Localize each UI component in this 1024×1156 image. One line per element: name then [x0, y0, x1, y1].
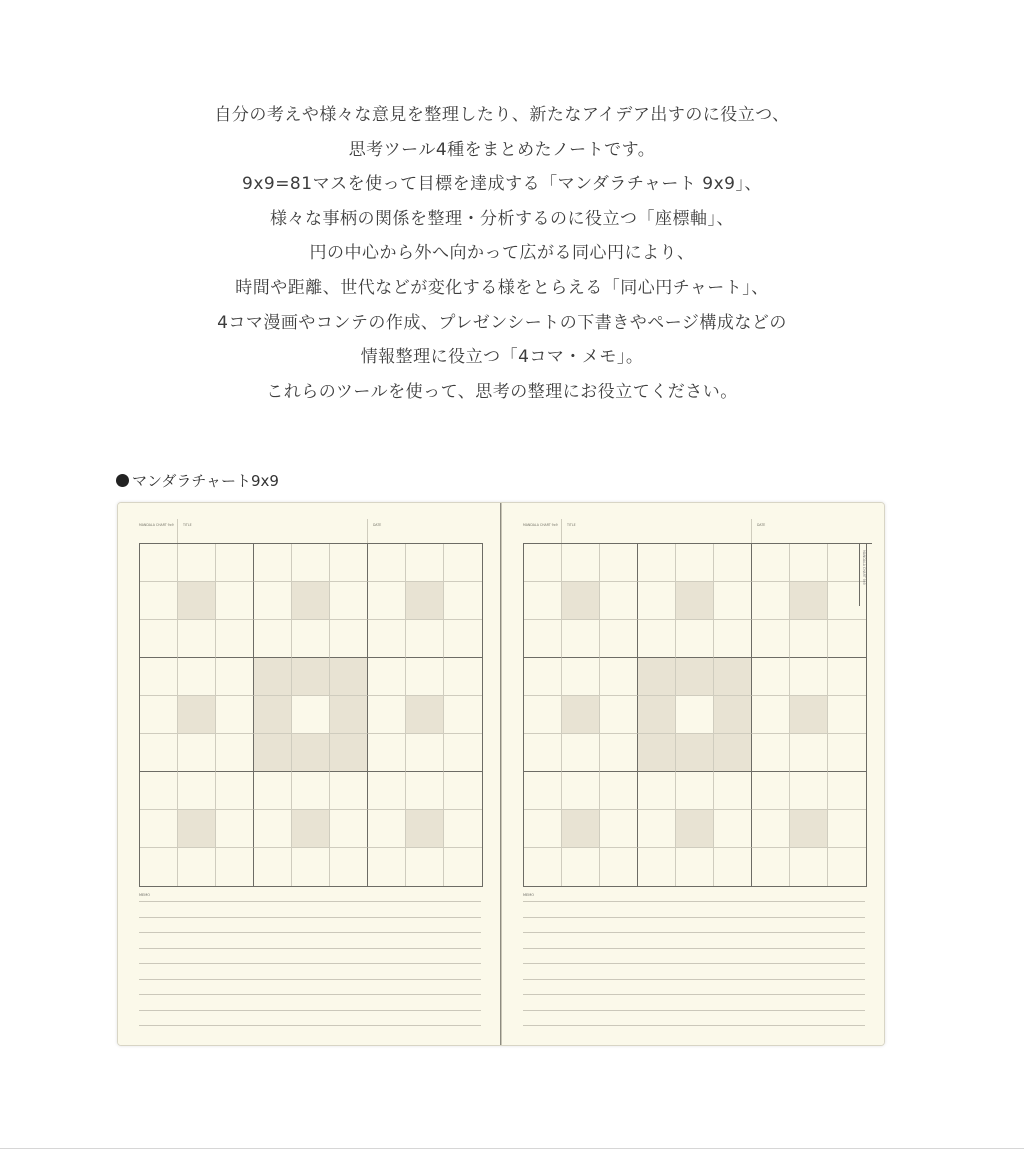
mandala-cell[interactable]: [216, 582, 254, 620]
mandala-cell[interactable]: [330, 620, 368, 658]
mandala-cell[interactable]: [178, 848, 216, 886]
mandala-cell[interactable]: [524, 734, 562, 772]
mandala-cell[interactable]: [254, 848, 292, 886]
memo-label: MEMO: [523, 893, 535, 897]
header-divider: [367, 519, 368, 543]
mandala-cell[interactable]: [140, 658, 178, 696]
mandala-cell[interactable]: [444, 658, 482, 696]
mandala-cell[interactable]: [790, 620, 828, 658]
mandala-cell[interactable]: [254, 620, 292, 658]
mandala-cell[interactable]: [752, 696, 790, 734]
header-divider: [751, 519, 752, 543]
mandala-cell[interactable]: [752, 810, 790, 848]
mandala-cell[interactable]: [562, 582, 600, 620]
mandala-cell[interactable]: [330, 544, 368, 582]
mandala-cell[interactable]: [140, 696, 178, 734]
mandala-cell[interactable]: [562, 620, 600, 658]
intro-line: 円の中心から外へ向かって広がる同心円により、: [309, 243, 695, 264]
mandala-cell[interactable]: [828, 734, 866, 772]
mandala-cell[interactable]: [752, 772, 790, 810]
mandala-cell[interactable]: [216, 848, 254, 886]
mandala-cell[interactable]: [444, 810, 482, 848]
mandala-cell[interactable]: [140, 810, 178, 848]
header-title-label: TITLE: [567, 523, 576, 527]
mandala-cell[interactable]: [600, 734, 638, 772]
intro-line: 4コマ漫画やコンテの作成、プレゼンシートの下書きやページ構成などの: [217, 312, 787, 333]
mandala-cell[interactable]: [216, 734, 254, 772]
mandala-cell[interactable]: [444, 696, 482, 734]
mandala-cell[interactable]: [368, 772, 406, 810]
memo-line[interactable]: [139, 948, 481, 949]
mandala-cell[interactable]: [638, 696, 676, 734]
mandala-cell[interactable]: [178, 582, 216, 620]
mandala-cell[interactable]: [178, 810, 216, 848]
mandala-cell[interactable]: [140, 848, 178, 886]
mandala-cell[interactable]: [406, 810, 444, 848]
mandala-cell[interactable]: [406, 772, 444, 810]
mandala-cell[interactable]: [600, 810, 638, 848]
mandala-cell[interactable]: [524, 772, 562, 810]
section-heading-text: マンダラチャート9x9: [132, 472, 279, 490]
mandala-cell[interactable]: [790, 772, 828, 810]
mandala-cell[interactable]: [828, 658, 866, 696]
mandala-cell[interactable]: [330, 582, 368, 620]
mandala-cell[interactable]: [406, 620, 444, 658]
memo-line[interactable]: [139, 1025, 481, 1026]
mandala-cell[interactable]: [292, 544, 330, 582]
memo-line[interactable]: [139, 963, 481, 964]
mandala-cell[interactable]: [178, 772, 216, 810]
mandala-cell[interactable]: [524, 810, 562, 848]
intro-line: 時間や距離、世代などが変化する様をとらえる「同心円チャート」、: [235, 277, 769, 298]
mandala-cell[interactable]: [292, 658, 330, 696]
mandala-cell[interactable]: [330, 734, 368, 772]
mandala-cell[interactable]: [828, 772, 866, 810]
mandala-cell[interactable]: [254, 658, 292, 696]
mandala-cell[interactable]: [676, 696, 714, 734]
mandala-cell[interactable]: [216, 772, 254, 810]
mandala-cell[interactable]: [676, 544, 714, 582]
mandala-cell[interactable]: [524, 696, 562, 734]
mandala-cell[interactable]: [368, 696, 406, 734]
mandala-cell[interactable]: [330, 772, 368, 810]
intro-line: これらのツールを使って、思考の整理にお役立てください。: [266, 381, 738, 402]
header-date-label: DATE: [373, 523, 382, 527]
mandala-cell[interactable]: [178, 696, 216, 734]
header-divider: [561, 519, 562, 543]
intro-text: [0, 98, 1004, 409]
mandala-cell[interactable]: [562, 544, 600, 582]
mandala-cell[interactable]: [714, 772, 752, 810]
mandala-cell[interactable]: [828, 810, 866, 848]
notebook-spread: [117, 502, 885, 1046]
mandala-cell[interactable]: [368, 582, 406, 620]
mandala-cell[interactable]: [368, 810, 406, 848]
mandala-cell[interactable]: [216, 810, 254, 848]
mandala-grid: [139, 543, 483, 887]
mandala-cell[interactable]: [638, 582, 676, 620]
mandala-cell[interactable]: [406, 848, 444, 886]
mandala-cell[interactable]: [752, 734, 790, 772]
memo-label: MEMO: [139, 893, 151, 897]
memo-line[interactable]: [139, 932, 481, 933]
mandala-cell[interactable]: [292, 734, 330, 772]
mandala-cell[interactable]: [714, 544, 752, 582]
intro-line: 自分の考えや様々な意見を整理したり、新たなアイデア出すのに役立つ、: [214, 105, 790, 125]
mandala-cell[interactable]: [828, 696, 866, 734]
mandala-cell[interactable]: [752, 848, 790, 886]
mandala-cell[interactable]: [676, 848, 714, 886]
mandala-cell[interactable]: [330, 848, 368, 886]
mandala-cell[interactable]: [600, 544, 638, 582]
mandala-cell[interactable]: [140, 734, 178, 772]
memo-line[interactable]: [523, 994, 865, 995]
memo-line[interactable]: [139, 917, 481, 918]
section-heading: [116, 470, 279, 491]
mandala-cell[interactable]: [254, 696, 292, 734]
mandala-cell[interactable]: [178, 734, 216, 772]
header-brand: MANDALA CHART 9x9: [523, 523, 558, 527]
memo-line[interactable]: [523, 979, 865, 980]
mandala-cell[interactable]: [714, 582, 752, 620]
mandala-cell[interactable]: [524, 544, 562, 582]
side-index-tab: [859, 543, 872, 606]
mandala-cell[interactable]: [292, 696, 330, 734]
mandala-cell[interactable]: [676, 810, 714, 848]
memo-line[interactable]: [139, 901, 481, 902]
mandala-cell[interactable]: [752, 582, 790, 620]
mandala-cell[interactable]: [790, 658, 828, 696]
memo-line[interactable]: [139, 994, 481, 995]
mandala-cell[interactable]: [444, 544, 482, 582]
mandala-cell[interactable]: [600, 582, 638, 620]
mandala-cell[interactable]: [600, 772, 638, 810]
mandala-cell[interactable]: [790, 810, 828, 848]
mandala-cell[interactable]: [562, 658, 600, 696]
header-divider: [177, 519, 178, 543]
intro-line: 9x9=81マスを使って目標を達成する「マンダラチャート 9x9」、: [242, 174, 762, 195]
mandala-cell[interactable]: [254, 772, 292, 810]
mandala-cell[interactable]: [676, 772, 714, 810]
mandala-cell[interactable]: [714, 810, 752, 848]
mandala-cell[interactable]: [524, 620, 562, 658]
mandala-cell[interactable]: [562, 848, 600, 886]
side-index-tab-label: MANDALA CHART 9x9: [862, 550, 866, 585]
mandala-cell[interactable]: [254, 810, 292, 848]
mandala-cell[interactable]: [444, 848, 482, 886]
memo-line[interactable]: [139, 1010, 481, 1011]
mandala-cell[interactable]: [676, 582, 714, 620]
mandala-cell[interactable]: [178, 658, 216, 696]
mandala-cell[interactable]: [254, 734, 292, 772]
mandala-cell[interactable]: [790, 544, 828, 582]
mandala-cell[interactable]: [330, 810, 368, 848]
mandala-cell[interactable]: [752, 544, 790, 582]
notebook-page-right: [501, 503, 884, 1045]
mandala-cell[interactable]: [524, 848, 562, 886]
mandala-cell[interactable]: [292, 620, 330, 658]
mandala-cell[interactable]: [638, 734, 676, 772]
mandala-cell[interactable]: [292, 810, 330, 848]
mandala-cell[interactable]: [562, 810, 600, 848]
mandala-cell[interactable]: [368, 544, 406, 582]
mandala-cell[interactable]: [140, 620, 178, 658]
mandala-cell[interactable]: [216, 544, 254, 582]
mandala-cell[interactable]: [444, 620, 482, 658]
mandala-cell[interactable]: [406, 658, 444, 696]
mandala-cell[interactable]: [444, 734, 482, 772]
intro-line: 様々な事柄の関係を整理・分析するのに役立つ「座標軸」、: [270, 208, 734, 229]
mandala-cell[interactable]: [140, 772, 178, 810]
mandala-cell[interactable]: [368, 620, 406, 658]
header-title-label: TITLE: [183, 523, 192, 527]
mandala-cell[interactable]: [524, 582, 562, 620]
mandala-cell[interactable]: [638, 544, 676, 582]
mandala-cell[interactable]: [828, 620, 866, 658]
mandala-cell[interactable]: [292, 772, 330, 810]
mandala-cell[interactable]: [292, 848, 330, 886]
mandala-cell[interactable]: [406, 582, 444, 620]
mandala-cell[interactable]: [676, 734, 714, 772]
mandala-cell[interactable]: [406, 696, 444, 734]
mandala-cell[interactable]: [790, 734, 828, 772]
mandala-cell[interactable]: [330, 696, 368, 734]
mandala-cell[interactable]: [140, 544, 178, 582]
memo-line[interactable]: [523, 901, 865, 902]
mandala-cell[interactable]: [406, 734, 444, 772]
notebook-page-left: [118, 503, 501, 1045]
mandala-cell[interactable]: [562, 696, 600, 734]
mandala-cell[interactable]: [714, 620, 752, 658]
mandala-cell[interactable]: [562, 734, 600, 772]
mandala-cell[interactable]: [790, 696, 828, 734]
mandala-cell[interactable]: [254, 544, 292, 582]
mandala-cell[interactable]: [714, 848, 752, 886]
mandala-cell[interactable]: [178, 544, 216, 582]
mandala-cell[interactable]: [752, 620, 790, 658]
memo-line[interactable]: [523, 1025, 865, 1026]
mandala-cell[interactable]: [444, 582, 482, 620]
mandala-cell[interactable]: [676, 658, 714, 696]
mandala-cell[interactable]: [444, 772, 482, 810]
mandala-cell[interactable]: [216, 620, 254, 658]
mandala-grid: [523, 543, 867, 887]
bullet-icon: [116, 474, 129, 487]
mandala-cell[interactable]: [638, 620, 676, 658]
mandala-cell[interactable]: [638, 810, 676, 848]
mandala-cell[interactable]: [254, 582, 292, 620]
mandala-cell[interactable]: [330, 658, 368, 696]
mandala-cell[interactable]: [524, 658, 562, 696]
mandala-cell[interactable]: [638, 658, 676, 696]
memo-line[interactable]: [139, 979, 481, 980]
memo-line[interactable]: [523, 948, 865, 949]
mandala-cell[interactable]: [638, 772, 676, 810]
intro-line: 思考ツール4種をまとめたノートです。: [348, 139, 656, 160]
mandala-cell[interactable]: [368, 734, 406, 772]
mandala-cell[interactable]: [140, 582, 178, 620]
mandala-cell[interactable]: [790, 848, 828, 886]
mandala-cell[interactable]: [600, 848, 638, 886]
mandala-cell[interactable]: [216, 696, 254, 734]
mandala-cell[interactable]: [600, 696, 638, 734]
memo-line[interactable]: [523, 917, 865, 918]
mandala-cell[interactable]: [714, 696, 752, 734]
memo-line[interactable]: [523, 1010, 865, 1011]
mandala-cell[interactable]: [714, 734, 752, 772]
mandala-cell[interactable]: [562, 772, 600, 810]
header-date-label: DATE: [757, 523, 766, 527]
mandala-cell[interactable]: [292, 582, 330, 620]
bottom-divider: [0, 1148, 1024, 1149]
header-brand: MANDALA CHART 9x9: [139, 523, 174, 527]
mandala-cell[interactable]: [178, 620, 216, 658]
mandala-cell[interactable]: [600, 658, 638, 696]
mandala-cell[interactable]: [368, 848, 406, 886]
memo-line[interactable]: [523, 932, 865, 933]
memo-line[interactable]: [523, 963, 865, 964]
mandala-cell[interactable]: [790, 582, 828, 620]
mandala-cell[interactable]: [638, 848, 676, 886]
mandala-cell[interactable]: [368, 658, 406, 696]
mandala-cell[interactable]: [406, 544, 444, 582]
mandala-cell[interactable]: [828, 848, 866, 886]
mandala-cell[interactable]: [600, 620, 638, 658]
mandala-cell[interactable]: [714, 658, 752, 696]
intro-line: 情報整理に役立つ「4コマ・メモ」。: [360, 347, 644, 368]
mandala-cell[interactable]: [676, 620, 714, 658]
mandala-cell[interactable]: [216, 658, 254, 696]
mandala-cell[interactable]: [752, 658, 790, 696]
